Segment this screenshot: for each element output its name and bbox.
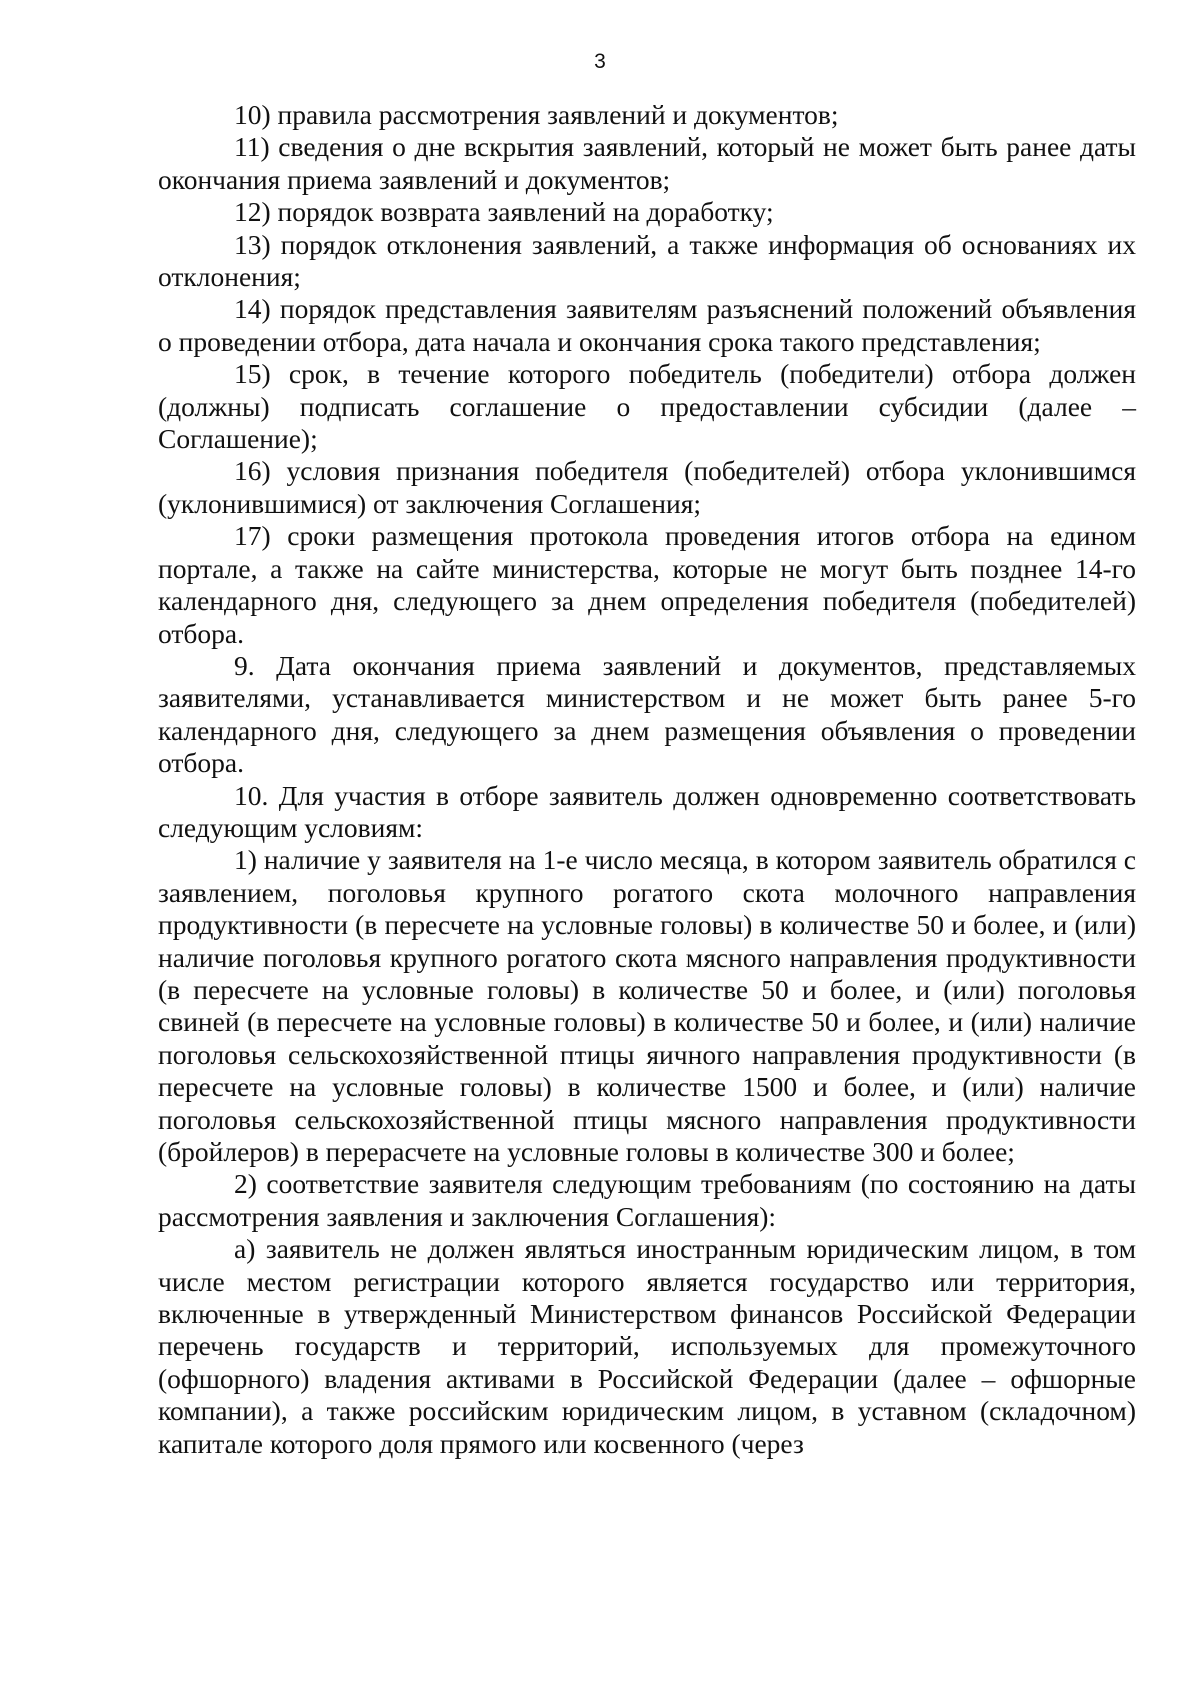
paragraph-item-14: 14) порядок представления заявителям разъяснений положений объявления о проведении отбора, дата начала и окончания срока такого представления; bbox=[158, 293, 1136, 357]
paragraph-clause-10: 10. Для участия в отборе заявитель должен одновременно соответствовать следующим условиям: bbox=[158, 779, 1136, 843]
paragraph-clause-9: 9. Дата окончания приема заявлений и документов, представляемых заявителями, устанавливается министерством и не может быть ранее 5-го календарного дня, следующего за днем размещения объявления о проведении отбора. bbox=[158, 649, 1136, 779]
paragraph-item-17: 17) сроки размещения протокола проведения итогов отбора на едином портале, а также на сайте министерства, которые не могут быть позднее 14-го календарного дня, следующего за днем определения победителя (победителей) отбора. bbox=[158, 520, 1136, 649]
paragraph-item-12: 12) порядок возврата заявлений на доработку; bbox=[234, 196, 774, 228]
paragraph-item-16: 16) условия признания победителя (победителей) отбора уклонившимся (уклонившимися) от заключения Соглашения; bbox=[158, 455, 1136, 519]
paragraph-item-13: 13) порядок отклонения заявлений, а также информация об основаниях их отклонения; bbox=[158, 228, 1136, 293]
paragraph-condition-1: 1) наличие у заявителя на 1-е число месяца, в котором заявитель обратился с заявлением, поголовья крупного рогатого скота молочного направления продуктивности (в пересчете на условные головы) в количестве 50 и более, и (или) наличие поголовья крупного рогатого скота мясного направления продуктивности (в пересчете на условные головы) в количестве 50 и более, и (или) поголовья свиней (в пересчете на условные головы) в количестве 50 и более, и (или) наличие поголовья сельскохозяйственной птицы яичного направления продуктивности (в пересчете на условные головы) в количестве 1500 и более, и (или) наличие поголовья сельскохозяйственной птицы мясного направления продуктивности (бройлеров) в перерасчете на условные головы в количестве 300 и более; bbox=[158, 844, 1136, 1167]
document-body bbox=[158, 99, 1136, 1460]
paragraph-item-11: 11) сведения о дне вскрытия заявлений, который не может быть ранее даты окончания приема заявлений и документов; bbox=[158, 131, 1136, 195]
paragraph-condition-2: 2) соответствие заявителя следующим требованиям (по состоянию на даты рассмотрения заявления и заключения Соглашения): bbox=[158, 1168, 1136, 1232]
paragraph-requirement-a: а) заявитель не должен являться иностранным юридическим лицом, в том числе местом регистрации которого является государство или территория, включенные в утвержденный Министерством финансов Российской Федерации перечень государств и территорий, используемых для промежуточного (офшорного) владения активами в Российской Федерации (далее – офшорные компании), а также российским юридическим лицом, в уставном (складочном) капитале которого доля прямого или косвенного (через bbox=[158, 1233, 1136, 1459]
paragraph-item-15: 15) срок, в течение которого победитель (победители) отбора должен (должны) подписать соглашение о предоставлении субсидии (далее – Соглашение); bbox=[158, 358, 1136, 455]
page-number: 3 bbox=[594, 50, 606, 73]
paragraph-item-10: 10) правила рассмотрения заявлений и документов; bbox=[234, 99, 839, 130]
